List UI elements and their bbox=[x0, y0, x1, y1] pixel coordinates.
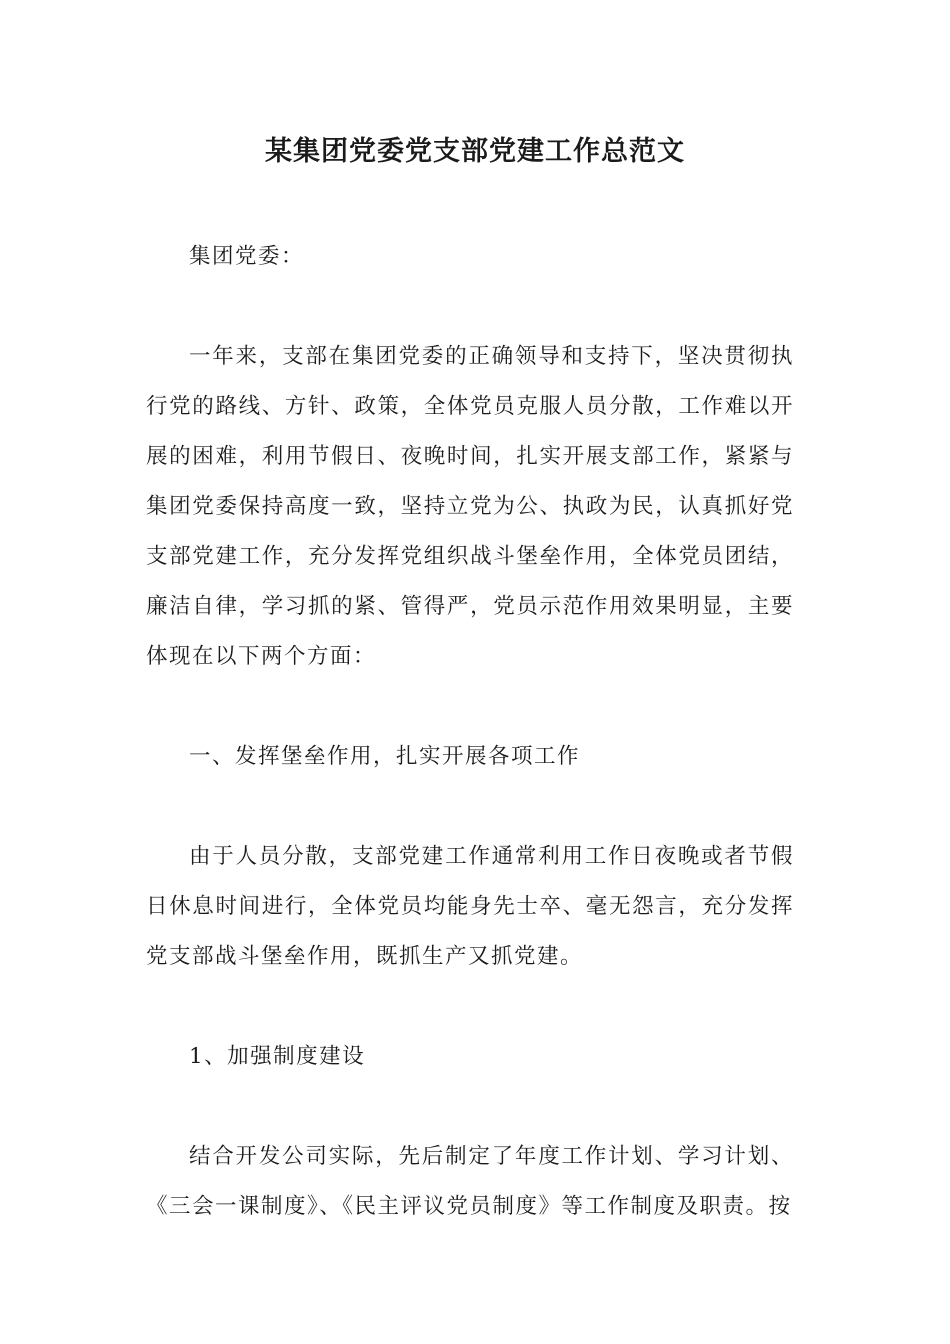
document-title: 某集团党委党支部党建工作总范文 bbox=[265, 136, 685, 167]
paragraph-gap bbox=[146, 982, 794, 1032]
intro-paragraph: 一年来，支部在集团党委的正确领导和支持下，坚决贯彻执行党的路线、方针、政策，全体党员克服人员分散，工作难以开展的困难，利用节假日、夜晚时间，扎实开展支部工作，紧紧与集团党委保持高度一致，坚持立党为公、执政为民，认真抓好党支部党建工作，充分发挥党组织战斗堡垒作用，全体党员团结，廉洁自律，学习抓的紧、管得严，党员示范作用效果明显，主要体现在以下两个方面： bbox=[146, 344, 794, 669]
section-heading: 一、发挥堡垒作用，扎实开展各项工作 bbox=[189, 744, 581, 769]
body-paragraph: 结合开发公司实际，先后制定了年度工作计划、学习计划、《三会一课制度》、《民主评议党员制度》等工作制度及职责。按 bbox=[146, 1144, 794, 1219]
salutation: 集团党委： bbox=[189, 244, 305, 269]
document-body bbox=[146, 232, 794, 1232]
paragraph-gap bbox=[146, 1082, 794, 1132]
body-paragraph: 由于人员分散，支部党建工作通常利用工作日夜晚或者节假日休息时间进行，全体党员均能身先士卒、毫无怨言，充分发挥党支部战斗堡垒作用，既抓生产又抓党建。 bbox=[146, 844, 794, 969]
subsection-heading: 1、加强制度建设 bbox=[189, 1044, 366, 1069]
paragraph-gap bbox=[146, 782, 794, 832]
paragraph-gap bbox=[146, 682, 794, 732]
paragraph-gap bbox=[146, 282, 794, 332]
